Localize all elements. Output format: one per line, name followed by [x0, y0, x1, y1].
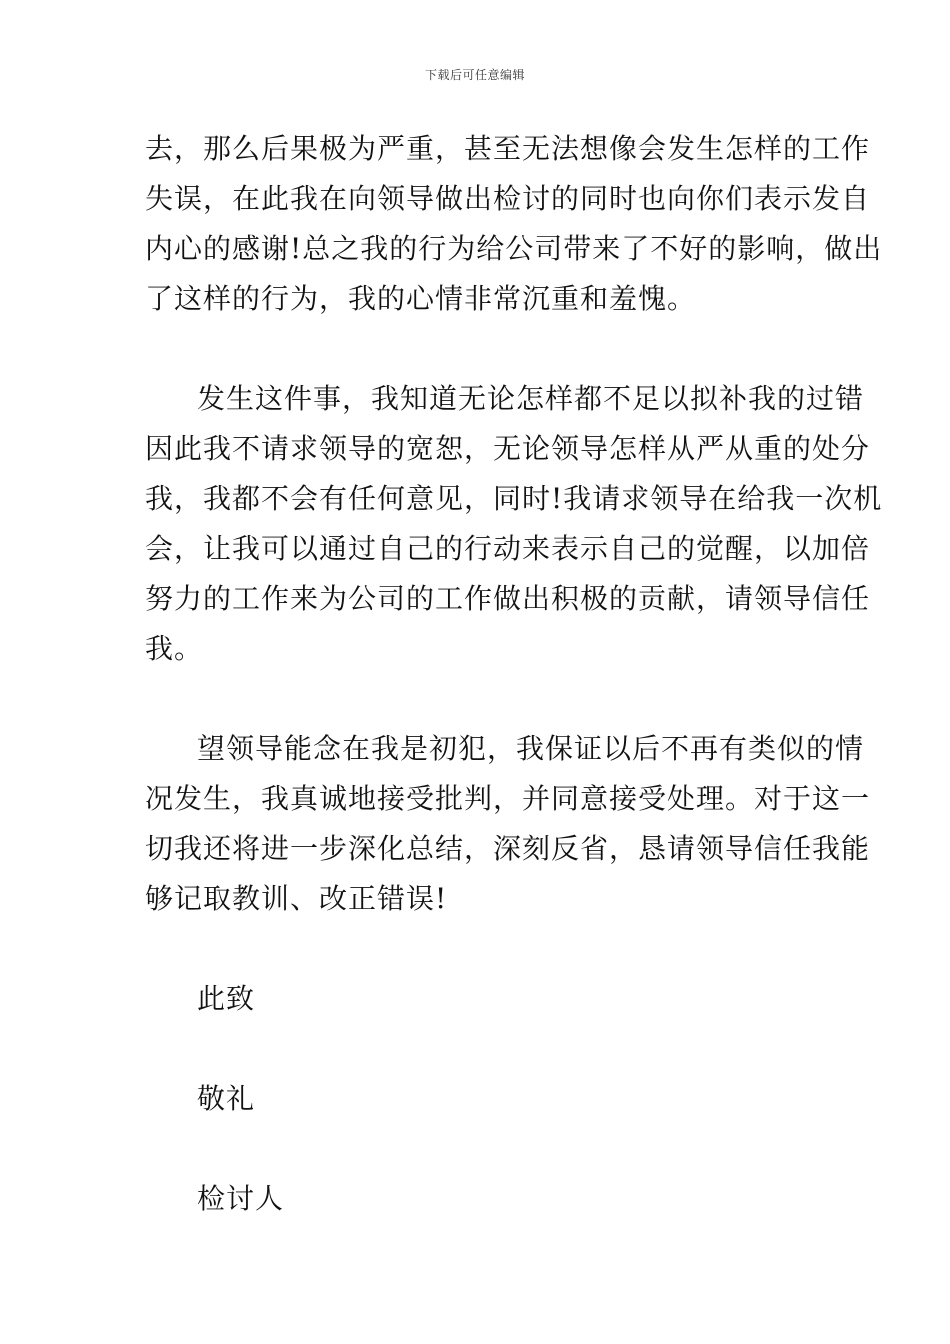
paragraph-line: 切我还将进一步深化总结，深刻反省，恳请领导信任我能: [145, 832, 871, 865]
paragraph-spacer: [145, 924, 807, 974]
paragraph-line: 内心的感谢!总之我的行为给公司带来了不好的影响，做出: [145, 232, 883, 265]
paragraph-line: 够记取教训、改正错误!: [145, 882, 448, 915]
paragraph-line: 去，那么后果极为严重，甚至无法想像会发生怎样的工作: [145, 132, 871, 165]
paragraph-spacer: [145, 1124, 807, 1174]
paragraph-line: 因此我不请求领导的宽恕，无论领导怎样从严从重的处分: [145, 432, 871, 465]
paragraph-request: [145, 374, 883, 674]
closing-regards: 敬礼: [197, 1082, 256, 1115]
paragraph-line: 努力的工作来为公司的工作做出积极的贡献，请领导信任: [145, 582, 871, 615]
paragraph-spacer: [145, 324, 807, 374]
paragraph-spacer: [145, 674, 807, 724]
paragraph-line: 望领导能念在我是初犯，我保证以后不再有类似的情: [197, 732, 865, 765]
paragraph-consequences: [145, 124, 883, 324]
header-note: 下载后可任意编辑: [424, 68, 525, 82]
paragraph-line: 会，让我可以通过自己的行动来表示自己的觉醒，以加倍: [145, 532, 871, 565]
letter-body: [145, 124, 883, 1224]
closing-salutation: 此致: [197, 982, 256, 1015]
paragraph-line: 了这样的行为，我的心情非常沉重和羞愧。: [145, 282, 697, 315]
paragraph-spacer: [145, 1024, 807, 1074]
paragraph-line: 况发生，我真诚地接受批判，并同意接受处理。对于这一: [145, 782, 871, 815]
paragraph-line: 我，我都不会有任何意见，同时!我请求领导在给我一次机: [145, 482, 883, 515]
closing-signer: 检讨人: [197, 1182, 285, 1215]
paragraph-promise: [145, 724, 871, 924]
paragraph-line: 发生这件事，我知道无论怎样都不足以拟补我的过错: [197, 382, 865, 415]
paragraph-line: 我。: [145, 632, 204, 665]
paragraph-line: 失误，在此我在向领导做出检讨的同时也向你们表示发自: [145, 182, 871, 215]
